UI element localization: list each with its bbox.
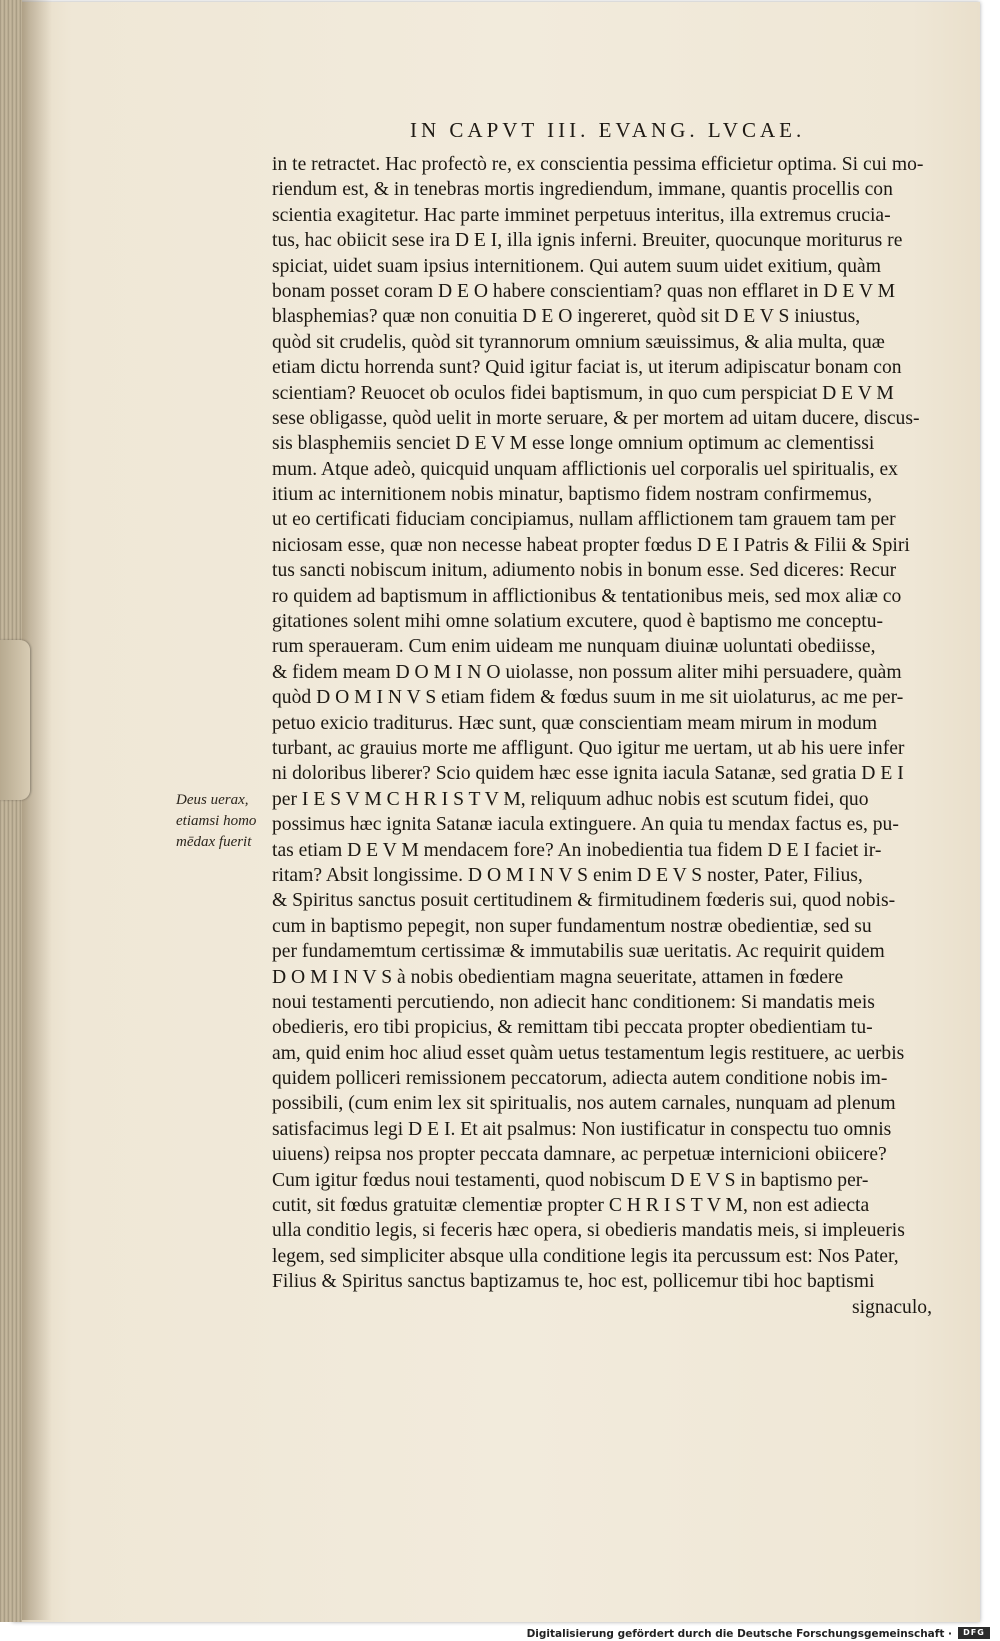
text-line: Filius & Spiritus sanctus baptizamus te, hoc est, pollicemur tibi hoc baptismi	[272, 1271, 875, 1293]
text-line: noui testamenti percutiendo, non adiecit hanc conditionem: Si mandatis meis	[272, 991, 875, 1013]
text-line: itium ac internitionem nobis minatur, baptismo fidem nostram confirmemus,	[272, 484, 872, 506]
text-line: ut eo certificati fiduciam concipiamus, nullam afflictionem tam grauem tam per	[272, 509, 896, 531]
text-line: gitationes solent mihi omne solatium excutere, quod è baptismo me conceptu-	[272, 611, 884, 633]
text-line: quòd D O M I N V S etiam fidem & fœdus suum in me sit uiolaturus, ac me per-	[272, 687, 904, 709]
text-line: spiciat, uidet suam ipsius internitionem. Qui autem suum uidet exitium, quàm	[272, 255, 881, 277]
text-line: in te retractet. Hac profectò re, ex conscientia pessima efficietur optima. Si cui mo-	[272, 154, 924, 175]
text-line: ni doloribus liberer? Scio quidem hæc esse ignita iacula Satanæ, sed gratia D E I	[272, 763, 904, 785]
text-line: & Spiritus sanctus posuit certitudinem & firmitudinem fœderis sui, quod nobis-	[272, 890, 896, 912]
text-line: niciosam esse, quæ non necesse habeat propter fœdus D E I Patris & Filii & Spiri	[272, 534, 910, 556]
text-line: rum speraueram. Cum enim uideam me nunquam diuinæ uoluntati obediisse,	[272, 636, 876, 658]
text-line: petuo exicio traditurus. Hæc sunt, quæ conscientiam meam mirum in modum	[272, 712, 878, 734]
page-tab-marker	[0, 640, 30, 800]
text-line: uiuens) reipsa nos propter peccata damnare, ac perpetuæ internicioni obiicere?	[272, 1144, 887, 1166]
margin-note-line: mēdax fuerit	[176, 834, 252, 850]
page-stack-edge	[0, 0, 22, 1622]
text-line: per fundamemtum certissimæ & immutabilis suæ ueritatis. Ac requirit quidem	[272, 941, 885, 963]
text-line: & fidem meam D O M I N O uiolasse, non possum aliter mihi persuadere, quàm	[272, 661, 902, 683]
body-text	[272, 152, 952, 1320]
gutter-shadow	[22, 0, 52, 1620]
text-line: possibili, (cum enim lex sit spiritualis, nos autem carnales, nunquam ad plenum	[272, 1093, 896, 1115]
text-line: per I E S V M C H R I S T V M, reliquum adhuc nobis est scutum fidei, quo	[272, 788, 869, 810]
text-line: cum in baptismo pepegit, non super fundamentum nostræ obedientiæ, sed su	[272, 915, 872, 937]
text-line: cutit, sit fœdus gratuitæ clementiæ propter C H R I S T V M, non est adiecta	[272, 1195, 870, 1217]
text-line: sis blasphemiis senciet D E V M esse longe omnium optimum ac clementissi	[272, 433, 875, 455]
digitization-credit: Digitalisierung gefördert durch die Deutsche Forschungsgemeinschaft ·	[526, 1628, 952, 1640]
text-line: quidem polliceri remissionem peccatorum, adiecta autem conditione nobis im-	[272, 1068, 888, 1090]
margin-note-line: Deus uerax,	[176, 792, 249, 808]
text-line: D O M I N V S à nobis obedientiam magna seueritate, attamen in fœdere	[272, 966, 844, 988]
text-line: tus, hac obiicit sese ira D E I, illa ignis inferni. Breuiter, quocunque moriturus re	[272, 230, 903, 252]
text-line: scientiam? Reuocet ob oculos fidei baptismum, in quo cum perspiciat D E V M	[272, 382, 894, 404]
text-line: scientia exagitetur. Hac parte imminet perpetuus interitus, illa extremus crucia-	[272, 204, 891, 226]
margin-note-line: etiamsi homo	[176, 813, 257, 829]
text-line: possimus hæc ignita Satanæ iacula extinguere. An quia tu mendax factus es, pu-	[272, 814, 899, 836]
text-line: satisfacimus legi D E I. Et ait psalmus: Non iustificatur in conspectu tuo omnis	[272, 1118, 892, 1140]
text-line: Cum igitur fœdus noui testamenti, quod nobiscum D E V S in baptismo per-	[272, 1169, 869, 1191]
text-line: tus sancti nobiscum initum, adiumento nobis in bonum esse. Sed diceres: Recur	[272, 560, 897, 582]
text-line: turbant, ac grauius morte me affligunt. Quo igitur me uertam, ut ab his uere infer	[272, 737, 905, 759]
text-line: etiam dictu horrenda sunt? Quid igitur faciat is, ut iterum adipiscatur bonam con	[272, 357, 902, 379]
running-head: IN CAPVT III. EVANG. LVCAE.	[410, 118, 806, 142]
text-line: tas etiam D E V M mendacem fore? An inobedientia tua fidem D E I faciet ir-	[272, 839, 882, 861]
text-line: bonam posset coram D E O habere conscientiam? quas non efflaret in D E V M	[272, 280, 896, 302]
text-line: legem, sed simpliciter absque ulla conditione legis ita percussum est: Nos Pater,	[272, 1245, 899, 1267]
text-line: ritam? Absit longissime. D O M I N V S enim D E V S noster, Pater, Filius,	[272, 864, 863, 886]
text-line: sese obligasse, quòd uelit in morte seruare, & per mortem ad uitam ducere, discus-	[272, 407, 920, 429]
text-line: am, quid enim hoc aliud esset quàm uetus testamentum legis restituere, ac uerbis	[272, 1042, 905, 1064]
text-line: quòd sit crudelis, quòd sit tyrannorum omnium sæuissimus, & alia multa, quæ	[272, 331, 885, 353]
dfg-logo: DFG	[958, 1627, 990, 1639]
text-line: blasphemias? quæ non conuitia D E O ingereret, quòd sit D E V S iniustus,	[272, 306, 861, 328]
text-line: obedieris, ero tibi propicius, & remittam tibi peccata propter obedientiam tu-	[272, 1017, 873, 1039]
text-line: riendum est, & in tenebras mortis ingrediendum, immane, quantis procellis con	[272, 179, 893, 201]
text-line: ulla conditio legis, si feceris hæc opera, si obedieris mandatis meis, si impleueris	[272, 1220, 905, 1242]
catchword: signaculo,	[852, 1296, 932, 1318]
text-line: ro quidem ad baptismum in afflictionibus & tentationibus meis, sed mox aliæ co	[272, 585, 902, 607]
text-line: mum. Atque adeò, quicquid unquam afflictionis uel corporalis uel spiritualis, ex	[272, 458, 898, 480]
margin-note	[176, 790, 272, 853]
